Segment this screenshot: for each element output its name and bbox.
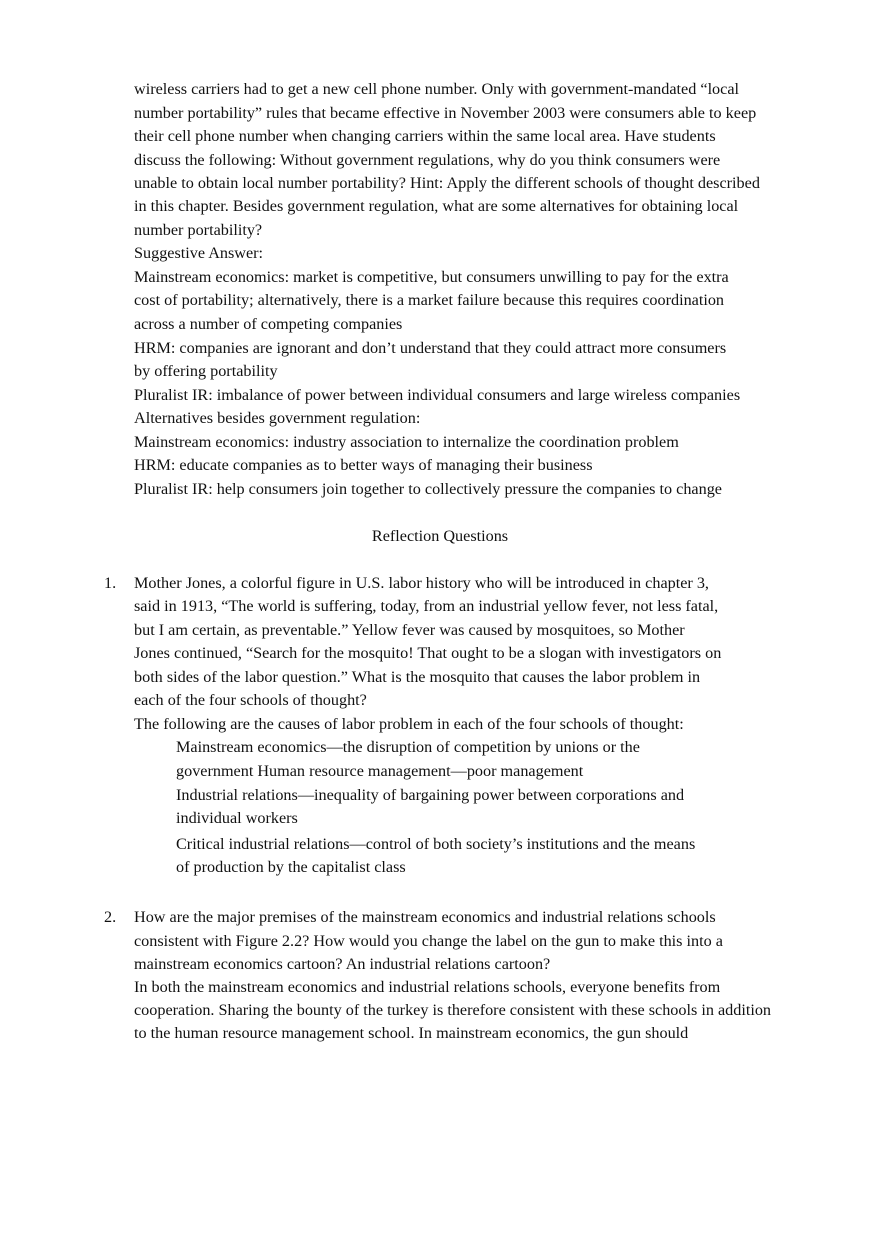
question-number: 1. bbox=[104, 574, 117, 592]
answer-line: Pluralist IR: help consumers join together to collectively pressure the companies to change bbox=[134, 480, 722, 498]
answer-line: cost of portability; alternatively, there is a market failure because this requires coordination bbox=[134, 291, 725, 309]
answer-line: Pluralist IR: imbalance of power between individual consumers and large wireless companies bbox=[134, 386, 741, 404]
answer-line: In both the mainstream economics and industrial relations schools, everyone benefits from bbox=[134, 978, 721, 996]
answer-line: to the human resource management school. In mainstream economics, the gun should bbox=[134, 1024, 689, 1042]
question-line: Mother Jones, a colorful figure in U.S. labor history who will be introduced in chapter 3, bbox=[134, 574, 709, 592]
intro-line: in this chapter. Besides government regulation, what are some alternatives for obtaining local bbox=[134, 197, 739, 215]
intro-line: their cell phone number when changing carriers within the same local area. Have students bbox=[134, 127, 716, 145]
question-number: 2. bbox=[104, 908, 117, 926]
answer-line: Alternatives besides government regulation: bbox=[134, 409, 421, 427]
answer-line: HRM: companies are ignorant and don’t understand that they could attract more consumers bbox=[134, 339, 727, 357]
section-heading: Reflection Questions bbox=[371, 527, 509, 545]
answer-line: Industrial relations—inequality of bargaining power between corporations and bbox=[176, 786, 685, 804]
answer-line: Mainstream economics—the disruption of competition by unions or the bbox=[176, 738, 640, 756]
intro-line: number portability? bbox=[134, 221, 263, 239]
question-line: mainstream economics cartoon? An industrial relations cartoon? bbox=[134, 955, 551, 973]
answer-line: Critical industrial relations—control of both society’s institutions and the means bbox=[176, 835, 696, 853]
answer-line: Mainstream economics: industry association to internalize the coordination problem bbox=[134, 433, 679, 451]
question-line: but I am certain, as preventable.” Yellow fever was caused by mosquitoes, so Mother bbox=[134, 621, 685, 639]
question-line: How are the major premises of the mainstream economics and industrial relations schools bbox=[134, 908, 716, 926]
question-line: consistent with Figure 2.2? How would you change the label on the gun to make this into a bbox=[134, 932, 723, 950]
question-line: both sides of the labor question.” What is the mosquito that causes the labor problem in bbox=[134, 668, 701, 686]
answer-line: by offering portability bbox=[134, 362, 278, 380]
intro-line: number portability” rules that became effective in November 2003 were consumers able to keep bbox=[134, 104, 757, 122]
question-line: said in 1913, “The world is suffering, today, from an industrial yellow fever, not less fatal, bbox=[134, 597, 719, 615]
answer-label: Suggestive Answer: bbox=[134, 244, 264, 262]
answer-intro: The following are the causes of labor problem in each of the four schools of thought: bbox=[134, 715, 684, 733]
question-line: each of the four schools of thought? bbox=[134, 691, 367, 709]
answer-line: government Human resource management—poor management bbox=[176, 762, 584, 780]
question-line: Jones continued, “Search for the mosquito! That ought to be a slogan with investigators on bbox=[134, 644, 722, 662]
answer-line: individual workers bbox=[176, 809, 298, 827]
answer-line: cooperation. Sharing the bounty of the turkey is therefore consistent with these schools in addition bbox=[134, 1001, 772, 1019]
intro-line: discuss the following: Without government regulations, why do you think consumers were bbox=[134, 151, 721, 169]
intro-line: unable to obtain local number portability? Hint: Apply the different schools of thought described bbox=[134, 174, 760, 192]
answer-line: Mainstream economics: market is competitive, but consumers unwilling to pay for the extra bbox=[134, 268, 729, 286]
intro-line: wireless carriers had to get a new cell phone number. Only with government-mandated “local bbox=[134, 80, 740, 98]
answer-line: of production by the capitalist class bbox=[176, 858, 406, 876]
answer-line: across a number of competing companies bbox=[134, 315, 403, 333]
answer-line: HRM: educate companies as to better ways of managing their business bbox=[134, 456, 593, 474]
